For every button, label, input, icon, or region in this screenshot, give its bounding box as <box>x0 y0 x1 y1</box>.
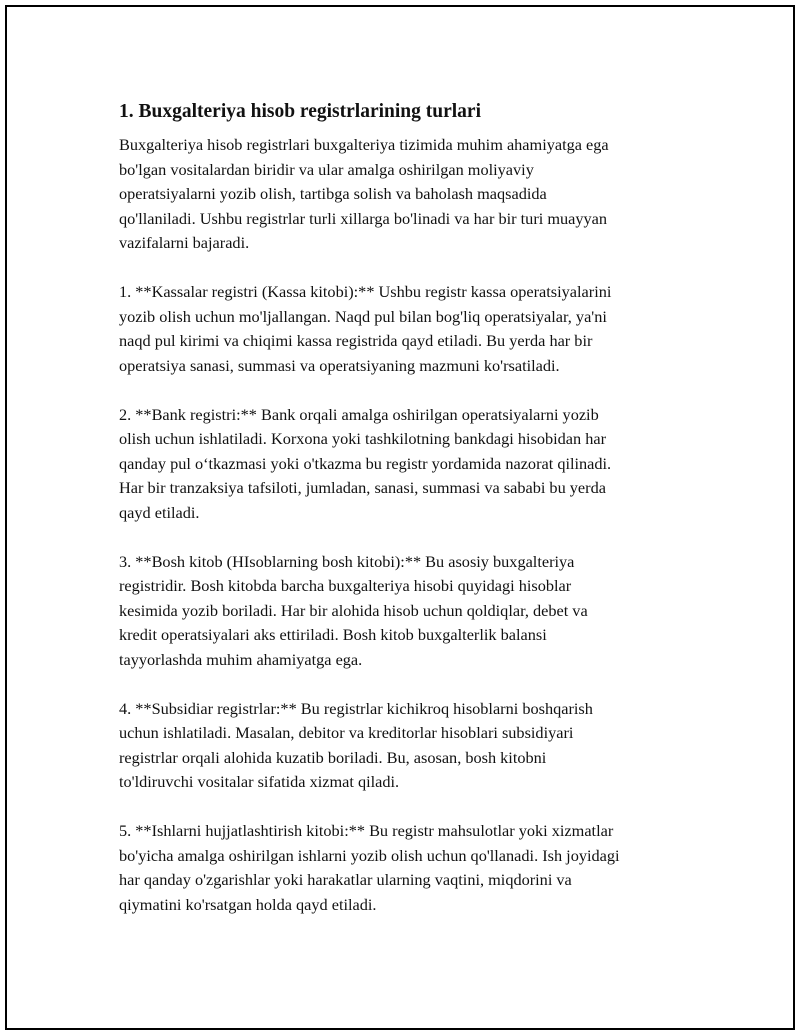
text-line: qo'llaniladi. Ushbu registrlar turli xillarga bo'linadi va har bir turi muayyan <box>119 208 608 228</box>
text-line: Buxgalteriya hisob registrlari buxgalteriya tizimida muhim ahamiyatga ega <box>119 135 609 154</box>
text-line: 5. **Ishlarni hujjatlashtirish kitobi:** Bu registr mahsulotlar yoki xizmatlar <box>119 821 614 840</box>
text-line: bo'yicha amalga oshirilgan ishlarni yozib olish uchun qo'llanadi. Ish joyidagi <box>119 845 620 865</box>
text-line: to'ldiruvchi vositalar sifatida xizmat qiladi. <box>119 772 400 791</box>
paragraph-bank-registri <box>119 403 699 526</box>
text-line: qanday pul o‘tkazmasi yoki o'tkazma bu registr yordamida nazorat qilinadi. <box>119 453 612 473</box>
text-line: tayyorlashda muhim ahamiyatga ega. <box>119 649 363 669</box>
page-frame <box>5 5 795 1030</box>
text-line: qayd etiladi. <box>119 502 200 522</box>
text-line: registridir. Bosh kitobda barcha buxgalteriya hisobi quyidagi hisoblar <box>119 576 572 595</box>
text-line: kesimida yozib boriladi. Har bir alohida hisob uchun qoldiqlar, debet va <box>119 600 588 620</box>
text-line: 1. **Kassalar registri (Kassa kitobi):** Ushbu registr kassa operatsiyalarini <box>119 282 612 301</box>
document-title: 1. Buxgalteriya hisob registrlarining turlari <box>119 101 482 122</box>
text-line: registrlar orqali alohida kuzatib boriladi. Bu, asosan, bosh kitobni <box>119 747 547 767</box>
text-line: vazifalarni bajaradi. <box>119 233 250 252</box>
paragraph-subsidiar-registrlar <box>119 697 699 795</box>
text-line: Har bir tranzaksiya tafsiloti, jumladan, sanasi, summasi va sababi bu yerda <box>119 478 606 497</box>
text-line: qiymatini ko'rsatgan holda qayd etiladi. <box>119 894 377 914</box>
document-body <box>119 99 699 917</box>
text-line: operatsiyalarni yozib olish, tartibga solish va baholash maqsadida <box>119 184 547 203</box>
text-line: operatsiya sanasi, summasi va operatsiyaning mazmuni ko'rsatiladi. <box>119 355 560 375</box>
text-line: bo'lgan vositalardan biridir va ular amalga oshirilgan moliyaviy <box>119 159 534 179</box>
text-line: uchun ishlatiladi. Masalan, debitor va kreditorlar hisoblari subsidiyari <box>119 723 574 742</box>
text-line: har qanday o'zgarishlar yoki harakatlar ularning vaqtini, miqdorini va <box>119 870 572 889</box>
text-line: naqd pul kirimi va chiqimi kassa registrida qayd etiladi. Bu yerda har bir <box>119 331 593 350</box>
text-line: olish uchun ishlatiladi. Korxona yoki tashkilotning bankdagi hisobidan har <box>119 429 607 448</box>
paragraph-intro <box>119 133 699 256</box>
text-line: kredit operatsiyalari aks ettiriladi. Bosh kitob buxgalterlik balansi <box>119 625 547 644</box>
paragraph-kassa-registri <box>119 280 699 378</box>
text-line: 4. **Subsidiar registrlar:** Bu registrlar kichikroq hisoblarni boshqarish <box>119 698 593 718</box>
text-line: 2. **Bank registri:** Bank orqali amalga oshirilgan operatsiyalarni yozib <box>119 404 599 424</box>
paragraph-bosh-kitob <box>119 550 699 673</box>
paragraph-ishlarni-hujjatlashtirish <box>119 819 699 917</box>
text-line: yozib olish uchun mo'ljallangan. Naqd pul bilan bog'liq operatsiyalar, ya'ni <box>119 306 607 326</box>
text-line: 3. **Bosh kitob (HIsoblarning bosh kitobi):** Bu asosiy buxgalteriya <box>119 551 575 571</box>
